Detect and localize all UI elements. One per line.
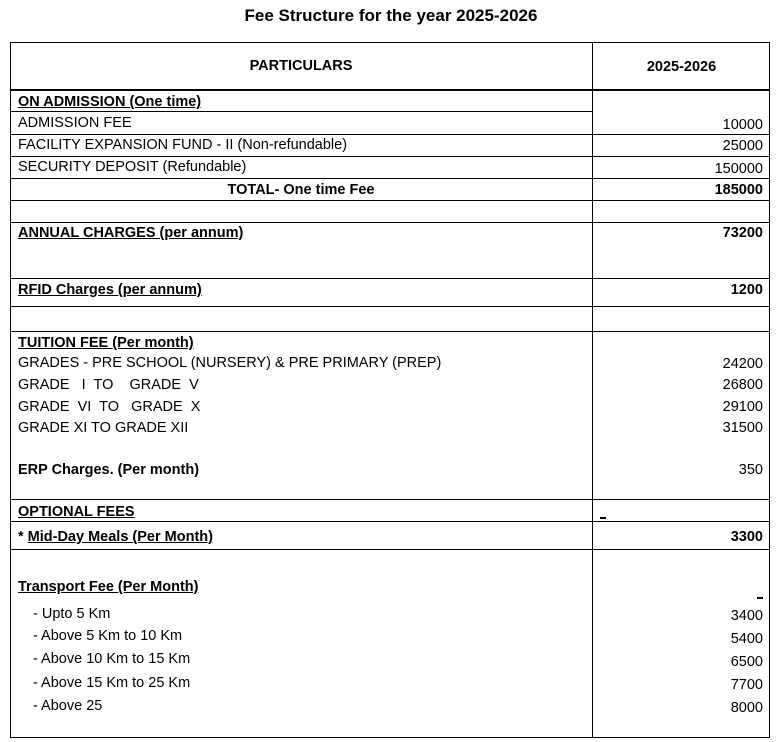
rfid-charges-label: RFID Charges (per annum) xyxy=(18,282,202,298)
mid-day-meals-label xyxy=(18,528,213,546)
row-rule xyxy=(10,111,592,112)
header-rule xyxy=(10,89,770,91)
optional-fees-heading: OPTIONAL FEES xyxy=(18,504,135,520)
transport-row-label: - Above 15 Km to 25 Km xyxy=(33,675,191,691)
tuition-row-label: GRADE VI TO GRADE X xyxy=(18,399,201,415)
row-rule xyxy=(10,499,770,500)
transport-row-label: - Above 25 xyxy=(33,698,103,714)
mid-day-meals-value: 3300 xyxy=(730,529,763,545)
tuition-row-value: 24200 xyxy=(722,356,763,372)
transport-row-label: - Upto 5 Km xyxy=(33,606,111,622)
row-rule xyxy=(10,331,770,332)
meals-prefix: * xyxy=(18,529,28,545)
admission-fee-label: ADMISSION FEE xyxy=(18,115,132,131)
annual-charges-value: 73200 xyxy=(722,225,763,241)
row-rule xyxy=(10,134,770,135)
row-rule xyxy=(10,549,770,550)
total-label: TOTAL- One time Fee xyxy=(227,182,375,198)
header-particulars: PARTICULARS xyxy=(249,58,353,74)
transport-row-label: - Above 10 Km to 15 Km xyxy=(33,651,191,667)
dash-mark xyxy=(757,597,763,599)
tuition-row-value: 31500 xyxy=(722,420,763,436)
transport-row-value: 8000 xyxy=(730,700,763,716)
security-deposit-value: 150000 xyxy=(714,161,763,177)
tuition-row-label: GRADES - PRE SCHOOL (NURSERY) & PRE PRIMARY (PREP) xyxy=(18,355,442,371)
row-rule xyxy=(10,178,770,179)
meals-label-text: Mid-Day Meals (Per Month) xyxy=(27,529,213,545)
admission-fee-value: 10000 xyxy=(722,117,763,133)
transport-row-value: 3400 xyxy=(730,608,763,624)
row-rule xyxy=(10,521,770,522)
transport-heading: Transport Fee (Per Month) xyxy=(18,579,199,595)
security-deposit-label: SECURITY DEPOSIT (Refundable) xyxy=(18,159,247,175)
transport-row-value: 5400 xyxy=(730,631,763,647)
transport-row-value: 6500 xyxy=(730,654,763,670)
row-rule xyxy=(10,200,770,201)
tuition-row-value: 26800 xyxy=(722,377,763,393)
facility-fund-label: FACILITY EXPANSION FUND - II (Non-refundable) xyxy=(18,137,348,153)
row-rule xyxy=(10,278,770,279)
row-rule xyxy=(10,156,770,157)
header-year: 2025-2026 xyxy=(646,59,717,75)
page-title: Fee Structure for the year 2025-2026 xyxy=(244,6,538,25)
annual-charges-label: ANNUAL CHARGES (per annum) xyxy=(18,225,244,241)
transport-row-label: - Above 5 Km to 10 Km xyxy=(33,628,183,644)
erp-charges-label: ERP Charges. (Per month) xyxy=(18,462,200,478)
row-rule xyxy=(10,306,770,307)
tuition-row-label: GRADE XI TO GRADE XII xyxy=(18,420,189,436)
rfid-charges-value: 1200 xyxy=(730,282,763,298)
tuition-row-value: 29100 xyxy=(722,399,763,415)
column-divider xyxy=(592,42,593,738)
tuition-heading: TUITION FEE (Per month) xyxy=(18,335,194,351)
dash-mark xyxy=(600,517,606,519)
tuition-row-label: GRADE I TO GRADE V xyxy=(18,377,199,393)
facility-fund-value: 25000 xyxy=(722,138,763,154)
erp-charges-value: 350 xyxy=(738,462,763,478)
row-rule xyxy=(10,222,770,223)
admission-heading: ON ADMISSION (One time) xyxy=(18,94,202,110)
total-value: 185000 xyxy=(714,182,763,198)
transport-row-value: 7700 xyxy=(730,677,763,693)
